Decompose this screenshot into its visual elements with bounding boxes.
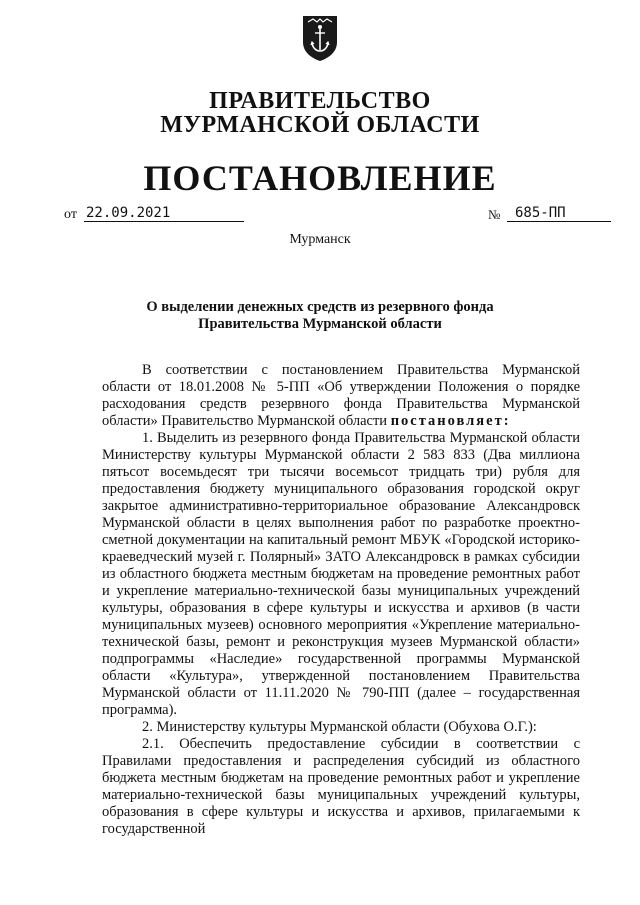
document-subject [0, 299, 640, 333]
number-prefix: № [488, 207, 501, 222]
item-2-paragraph: 2. Министерству культуры Мурманской области (Обухова О.Г.): [142, 719, 537, 735]
government-title-line1: ПРАВИТЕЛЬСТВО [209, 88, 431, 114]
coat-of-arms-emblem [299, 12, 341, 62]
city-name: Мурманск [289, 232, 351, 247]
date-prefix: от [64, 207, 77, 222]
item-2-1-paragraph: 2.1. Обеспечить предоставление субсидии в соответствии с Правилами предоставления и распределения субсидий из областного бюджета местным бюджетам на проведение ремонтных работ и укрепление материально-технической базы муниципальных учреждений культуры, образования в сфере культуры и искусства и архивов, прилагаемыми к государственной [102, 736, 580, 837]
document-date: 22.09.2021 [84, 205, 244, 222]
document-body [102, 362, 580, 838]
preamble-text: В соответствии с постановлением Правительства Мурманской области от 18.01.2008 № 5-ПП «Об утверждении Положения о порядке расходования средств резервного фонда Правительства Мурманской области» Правительство Мурманской области [102, 362, 580, 429]
coat-of-arms-icon [299, 12, 341, 62]
resolves-word: постановляет: [390, 413, 511, 429]
subject-line2: Правительства Мурманской области [198, 316, 442, 332]
government-title-line2: МУРМАНСКОЙ ОБЛАСТИ [160, 112, 480, 138]
document-type-title: ПОСТАНОВЛЕНИЕ [143, 158, 497, 198]
preamble-paragraph [102, 362, 580, 430]
date-number-row [64, 205, 584, 227]
subject-line1: О выделении денежных средств из резервного фонда [146, 299, 494, 315]
item-1-paragraph: 1. Выделить из резервного фонда Правительства Мурманской области Министерству культуры Мурманской области 2 583 833 (Два миллиона пятьсот восемьдесят три тысячи восемьсот тридцать три) рубля для предоставления бюджету муниципального образования городской округ закрытое административно-территориальное образование Александровск Мурманской области в целях выполнения работ по разработке проектно-сметной документации на капитальный ремонт МБУК «Городской историко-краеведческий музей г. Полярный» ЗАТО Александровск в рамках субсидии из областного бюджета местным бюджетам на проведение ремонтных работ и укрепление материально-технической базы муниципальных учреждений культуры, образования в сфере культуры и искусства и архивов (в части муниципальных музеев) основного мероприятия «Укрепление материально-технической базы, ремонт и реконструкция музеев Мурманской области» подпрограммы «Наследие» государственной программы Мурманской области «Культура», утвержденной постановлением Правительства Мурманской области от 11.11.2020 № 790-ПП (далее – государственная программа). [102, 430, 580, 718]
document-number: 685-ПП [507, 205, 611, 222]
